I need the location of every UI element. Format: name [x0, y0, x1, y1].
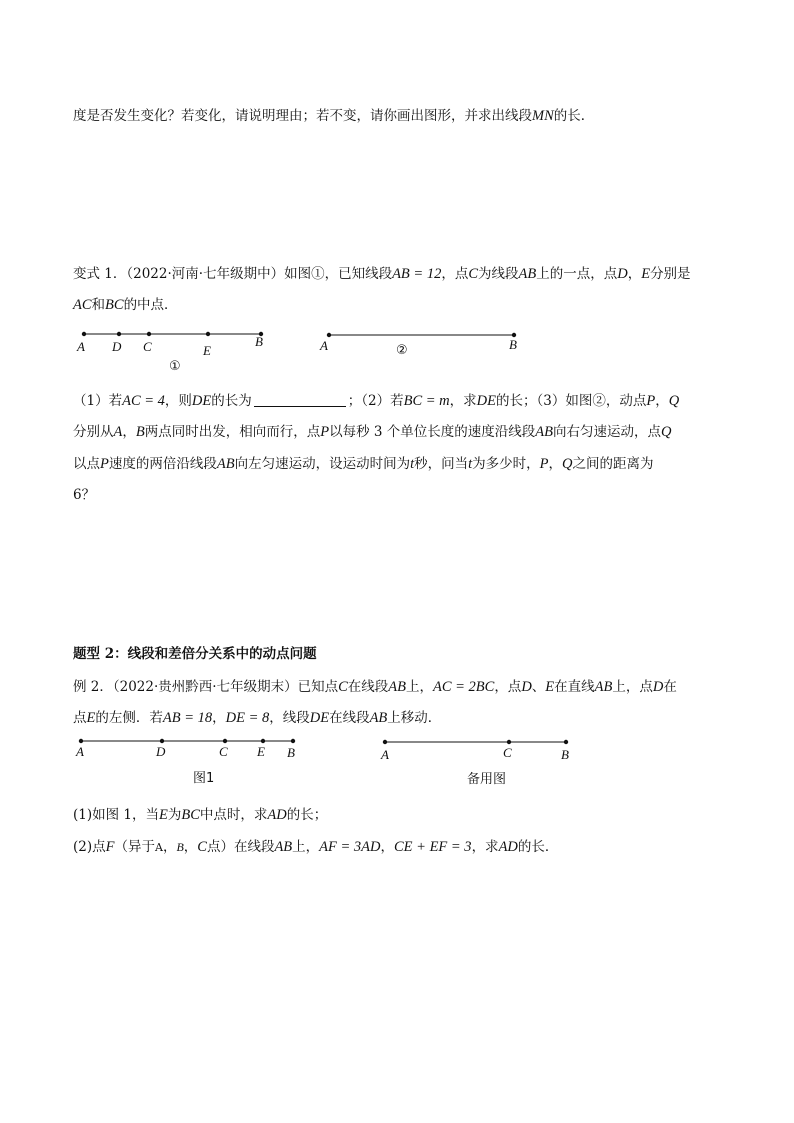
text-line: 例 2．（2022·贵州黔西·七年级期末）已知点C在线段AB上，AC = 2BC，点D、E在直线AB上，点D在	[73, 679, 677, 695]
label-b: B	[561, 747, 569, 762]
figure-caption: 备用图	[467, 772, 507, 787]
segment-figure-4	[0, 728, 794, 792]
label-a: A	[77, 339, 85, 354]
section-heading: 题型 2：线段和差倍分关系中的动点问题	[73, 646, 317, 662]
text-line: 以点P速度的两倍沿线段AB向左匀速运动，设运动时间为t秒，问当t为多少时，P，Q之间的距离为	[73, 456, 654, 472]
text-line: AC和BC的中点．	[73, 297, 178, 313]
label-c: C	[503, 745, 512, 760]
label-c: C	[143, 339, 152, 354]
text-line: 分别从A，B两点同时出发，相向而行，点P以每秒 3 个单位长度的速度沿线段AB向右匀速运动，点Q	[73, 424, 672, 440]
label-a: A	[381, 747, 389, 762]
label-c: C	[219, 744, 228, 759]
label-b: B	[255, 334, 263, 349]
point-c	[507, 740, 511, 744]
text-line: 点E的左侧．若AB = 18，DE = 8，线段DE在线段AB上移动．	[73, 710, 442, 726]
label-b: B	[287, 745, 295, 760]
point-a	[383, 740, 387, 744]
text-line: （1）若AC = 4，则DE的长为 ；（2）若BC = m，求DE的长；（3）如图②，动点P，Q	[73, 393, 680, 409]
text-line: 变式 1．（2022·河南·七年级期中）如图①，已知线段AB = 12，点C为线段AB上的一点，点D，E分别是	[73, 266, 691, 282]
label-a: A	[320, 338, 328, 353]
label-a: A	[76, 744, 84, 759]
label-d: D	[112, 339, 122, 354]
text-line: (1)如图 1，当E为BC中点时，求AD的长；	[73, 807, 328, 823]
answer-blank	[254, 394, 346, 407]
point-b	[564, 740, 568, 744]
text-line: (2)点F（异于A，B，C点）在线段AB上，AF = 3AD，CE + EF = 3，求AD的长．	[73, 839, 559, 855]
figure-caption: ①	[169, 359, 181, 374]
label-e: E	[257, 744, 265, 759]
figure-caption: ②	[396, 343, 408, 358]
text-line: 6？	[73, 487, 96, 503]
point-a	[327, 333, 331, 337]
segment-figure-2	[0, 320, 794, 380]
label-d: D	[156, 744, 166, 759]
label-b: B	[509, 337, 517, 352]
figure-caption: 图1	[193, 771, 215, 786]
text-line: 度是否发生变化？若变化，请说明理由；若不变，请你画出图形，并求出线段MN的长．	[73, 108, 595, 124]
label-e: E	[203, 343, 211, 358]
